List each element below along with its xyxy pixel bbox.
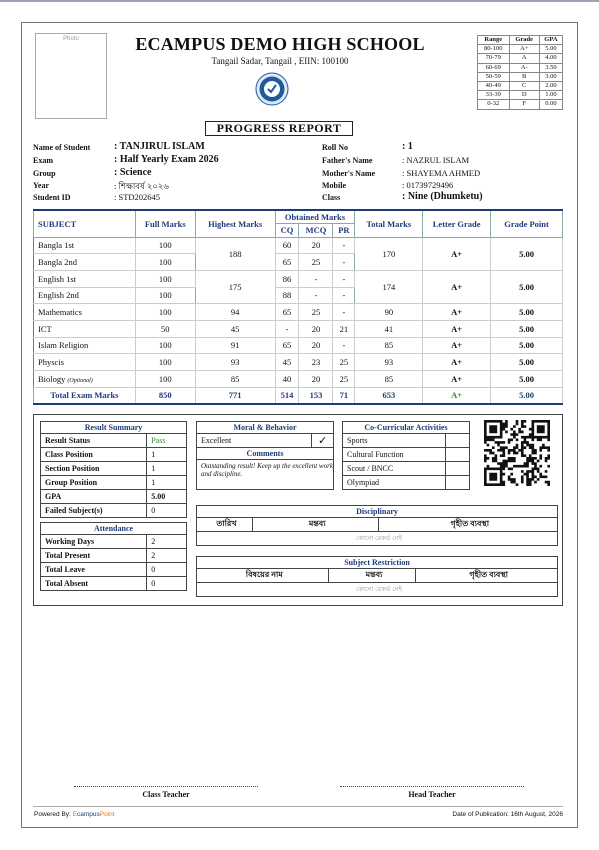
brand-point: Point (99, 811, 115, 818)
father-label: Father's Name (322, 156, 373, 165)
subject-label: English 2nd (38, 290, 79, 301)
moral-value: Excellent (197, 434, 312, 448)
highest-marks: 93 (195, 354, 275, 371)
mobile-label: Mobile (322, 181, 346, 190)
grade-scale-row (478, 63, 563, 72)
grade-scale-cell: 50-59 (478, 72, 510, 81)
subject-note: (Optional) (67, 377, 93, 384)
grade-point: 5.00 (491, 270, 563, 303)
attendance-value: 0 (147, 577, 187, 591)
col-grade-point: Grade Point (491, 210, 563, 237)
grade-scale-cell: 3.50 (539, 63, 562, 72)
roll-label: Roll No (322, 143, 348, 152)
col-letter-grade: Letter Grade (423, 210, 491, 237)
total-full: 850 (135, 387, 195, 404)
grade-scale-row (478, 91, 563, 100)
qr-code (484, 420, 550, 486)
co-curricular-table (342, 421, 470, 490)
result-summary-header (41, 422, 187, 434)
head-teacher-line (340, 786, 524, 787)
grade-scale-row (478, 81, 563, 90)
pr-marks: - (333, 287, 355, 304)
result-summary-table (40, 421, 187, 518)
col-subject: SUBJECT (34, 210, 136, 237)
grade-scale-row (478, 45, 563, 54)
grade-scale-cell: A+ (509, 45, 539, 54)
co-curricular-row (343, 448, 470, 462)
grade-scale-cell: F (509, 100, 539, 109)
mother-name: : SHAYEMA AHMED (402, 168, 481, 178)
col-mcq: MCQ (299, 223, 333, 237)
disciplinary-table (196, 505, 558, 546)
restriction-col-subject: বিষয়ের নাম (197, 569, 329, 583)
total-marks: 41 (355, 320, 423, 337)
comments-text: Outstanding result! Keep up the excellent work and discipline. (197, 460, 334, 490)
letter-grade: A+ (423, 270, 491, 303)
highest-marks: 85 (195, 371, 275, 388)
cq-marks: 65 (275, 304, 299, 321)
school-logo (255, 72, 289, 106)
pr-marks: 25 (333, 371, 355, 388)
col-total-marks: Total Marks (355, 210, 423, 237)
cq-marks: 88 (275, 287, 299, 304)
full-marks: 100 (135, 304, 195, 321)
grade-scale-header (478, 36, 563, 45)
marks-table (33, 209, 563, 405)
subject-label: Mathematics (38, 307, 82, 318)
cq-marks: 65 (275, 337, 299, 354)
comments-header (197, 448, 334, 460)
grade-point: 5.00 (491, 371, 563, 388)
grade-scale-cell: C (509, 81, 539, 90)
subject-label: Bangla 1st (38, 240, 75, 251)
check-icon: ✓ (312, 434, 334, 448)
pr-marks: - (333, 304, 355, 321)
full-marks: 100 (135, 337, 195, 354)
attendance-row (41, 535, 187, 549)
student-name-label: Name of Student (33, 143, 91, 152)
col-pr: PR (333, 223, 355, 237)
col-obtained-marks: Obtained Marks (275, 210, 355, 223)
total-marks: 170 (355, 237, 423, 270)
co-curricular-mark (446, 434, 470, 448)
mcq-marks: - (299, 287, 333, 304)
class-teacher-label: Class Teacher (142, 790, 190, 799)
co-curricular-row (343, 434, 470, 448)
subject-name (34, 337, 136, 354)
total-cq: 514 (275, 387, 299, 404)
summary-label: Result Status (41, 434, 147, 448)
summary-value: Pass (147, 434, 187, 448)
co-curricular-row (343, 476, 470, 490)
grade-scale-col: Range (478, 36, 510, 45)
disciplinary-empty: কোনো রেকর্ড নেই (197, 532, 558, 546)
mobile-value: : 01739729496 (402, 180, 454, 190)
attendance-row (41, 563, 187, 577)
attendance-label: Working Days (41, 535, 147, 549)
letter-grade: A+ (423, 371, 491, 388)
restriction-cols (197, 569, 558, 583)
pr-marks: - (333, 254, 355, 271)
mcq-marks: 23 (299, 354, 333, 371)
grade-scale-table (477, 35, 563, 110)
attendance-row (41, 577, 187, 591)
summary-value: 1 (147, 448, 187, 462)
full-marks: 100 (135, 254, 195, 271)
grade-scale-cell: B (509, 72, 539, 81)
grade-scale-row (478, 100, 563, 109)
marks-row (34, 337, 563, 354)
grade-scale-cell: 80-100 (478, 45, 510, 54)
attendance-value: 2 (147, 549, 187, 563)
restriction-header (197, 557, 558, 569)
grade-scale-cell: 70-79 (478, 54, 510, 63)
mother-label: Mother's Name (322, 169, 376, 178)
grade-scale-cell: 3.00 (539, 72, 562, 81)
letter-grade: A+ (423, 237, 491, 270)
co-curricular-mark (446, 448, 470, 462)
brand-campus: campus (77, 811, 100, 818)
grade-scale-row (478, 54, 563, 63)
total-marks: 174 (355, 270, 423, 303)
pr-marks: 21 (333, 320, 355, 337)
comments-title: Comments (197, 448, 334, 460)
summary-row (41, 462, 187, 476)
subject-label: Islam Religion (38, 340, 89, 351)
grade-scale-col: GPA (539, 36, 562, 45)
subject-name (34, 254, 136, 271)
cq-marks: 40 (275, 371, 299, 388)
grade-scale-cell: 2.00 (539, 81, 562, 90)
summary-row (41, 434, 187, 448)
letter-grade: A+ (423, 354, 491, 371)
marks-row (34, 237, 563, 254)
grade-point: 5.00 (491, 337, 563, 354)
subject-label: Physcis (38, 357, 64, 368)
attendance-value: 2 (147, 535, 187, 549)
pr-marks: 25 (333, 354, 355, 371)
total-marks: 90 (355, 304, 423, 321)
powered-by (34, 811, 115, 818)
mcq-marks: 25 (299, 304, 333, 321)
subject-label: Biology (38, 373, 66, 384)
year-value: : শিক্ষাবর্ষ ২০২৬ (114, 181, 169, 191)
full-marks: 100 (135, 354, 195, 371)
pr-marks: - (333, 237, 355, 254)
attendance-label: Total Leave (41, 563, 147, 577)
pr-marks: - (333, 270, 355, 287)
subject-name (34, 304, 136, 321)
qr-modules (484, 420, 550, 486)
brand-e: E (72, 811, 78, 818)
grade-scale-row (478, 72, 563, 81)
attendance-label: Total Absent (41, 577, 147, 591)
mcq-marks: 20 (299, 337, 333, 354)
total-marks: 85 (355, 371, 423, 388)
total-marks: 93 (355, 354, 423, 371)
roll-value: : 1 (402, 141, 413, 152)
school-address: Tangail Sadar, Tangail , EIIN: 100100 (211, 56, 349, 66)
student-id: : STD202645 (114, 192, 161, 202)
summary-label: Class Position (41, 448, 147, 462)
moral-header (197, 422, 334, 434)
col-highest-marks: Highest Marks (195, 210, 275, 237)
total-mcq: 153 (299, 387, 333, 404)
mcq-marks: 20 (299, 237, 333, 254)
group-label: Group (33, 169, 56, 178)
summary-label: Failed Subject(s) (41, 504, 147, 518)
marks-row (34, 354, 563, 371)
total-marks: 85 (355, 337, 423, 354)
attendance-header (41, 523, 187, 535)
student-photo (35, 33, 107, 119)
letter-grade: A+ (423, 337, 491, 354)
full-marks: 100 (135, 237, 195, 254)
col-full-marks: Full Marks (135, 210, 195, 237)
powered-label: Powered By: (34, 811, 73, 818)
highest-marks: 175 (195, 270, 275, 303)
pr-marks: - (333, 337, 355, 354)
subject-name (34, 354, 136, 371)
marks-row (34, 371, 563, 388)
grade-scale-cell: 40-49 (478, 81, 510, 90)
footer-rule (33, 806, 563, 807)
disciplinary-col-date: তারিখ (197, 518, 253, 532)
disciplinary-title: Disciplinary (197, 506, 558, 518)
co-curricular-header (343, 422, 470, 434)
summary-value: 1 (147, 476, 187, 490)
highest-marks: 94 (195, 304, 275, 321)
full-marks: 100 (135, 270, 195, 287)
top-rule (0, 0, 599, 2)
subject-name (34, 371, 136, 388)
grade-point: 5.00 (491, 237, 563, 270)
cq-marks: 65 (275, 254, 299, 271)
mcq-marks: - (299, 270, 333, 287)
disciplinary-header (197, 506, 558, 518)
grade-point: 5.00 (491, 354, 563, 371)
col-cq: CQ (275, 223, 299, 237)
co-curricular-item: Cultural Function (343, 448, 446, 462)
co-curricular-mark (446, 462, 470, 476)
marks-row (34, 270, 563, 287)
co-curricular-item: Sports (343, 434, 446, 448)
total-point: 5.00 (491, 387, 563, 404)
restriction-col-remark: মন্তব্য (328, 569, 416, 583)
disciplinary-empty-row (197, 532, 558, 546)
grade-scale-col: Grade (509, 36, 539, 45)
grade-scale-cell: 4.00 (539, 54, 562, 63)
co-curricular-title: Co-Curricular Activities (343, 422, 470, 434)
exam-name: : Half Yearly Exam 2026 (114, 154, 219, 165)
summary-row (41, 490, 187, 504)
report-title: PROGRESS REPORT (205, 121, 353, 136)
moral-row (197, 434, 334, 448)
total-pr: 71 (333, 387, 355, 404)
letter-grade: A+ (423, 304, 491, 321)
total-label: Total Exam Marks (34, 387, 136, 404)
letter-grade: A+ (423, 320, 491, 337)
exam-label: Exam (33, 156, 53, 165)
summary-value: 1 (147, 462, 187, 476)
mcq-marks: 20 (299, 320, 333, 337)
grade-scale-cell: 0.00 (539, 100, 562, 109)
moral-table (196, 421, 334, 490)
student-id-label: Student ID (33, 193, 71, 202)
grade-scale-cell: A- (509, 63, 539, 72)
summary-value: 5.00 (147, 490, 187, 504)
cq-marks: 60 (275, 237, 299, 254)
result-summary-title: Result Summary (41, 422, 187, 434)
grade-scale-cell: 33-39 (478, 91, 510, 100)
subject-name (34, 287, 136, 304)
restriction-col-action: গৃহীত ব্যবস্থা (416, 569, 558, 583)
restriction-title: Subject Restriction (197, 557, 558, 569)
total-letter: A+ (423, 387, 491, 404)
subject-label: ICT (38, 323, 52, 334)
father-name: : NAZRUL ISLAM (402, 155, 470, 165)
disciplinary-cols (197, 518, 558, 532)
highest-marks: 45 (195, 320, 275, 337)
total-total: 653 (355, 387, 423, 404)
attendance-table (40, 522, 187, 591)
grade-scale-cell: D (509, 91, 539, 100)
restriction-empty: কোনো রেকর্ড নেই (197, 583, 558, 597)
marks-row (34, 304, 563, 321)
class-value: : Nine (Dhumketu) (402, 191, 483, 202)
marks-row (34, 320, 563, 337)
cq-marks: 45 (275, 354, 299, 371)
group-value: : Science (114, 167, 152, 178)
marks-header-row (34, 210, 563, 223)
summary-row (41, 504, 187, 518)
student-name: : TANJIRUL ISLAM (114, 141, 205, 152)
restriction-empty-row (197, 583, 558, 597)
mcq-marks: 20 (299, 371, 333, 388)
class-label: Class (322, 193, 341, 202)
grade-scale-cell: A (509, 54, 539, 63)
summary-value: 0 (147, 504, 187, 518)
summary-label: GPA (41, 490, 147, 504)
cq-marks: - (275, 320, 299, 337)
co-curricular-mark (446, 476, 470, 490)
highest-marks: 188 (195, 237, 275, 270)
mcq-marks: 25 (299, 254, 333, 271)
grade-scale-cell: 60-69 (478, 63, 510, 72)
co-curricular-item: Olympiad (343, 476, 446, 490)
attendance-value: 0 (147, 563, 187, 577)
cq-marks: 86 (275, 270, 299, 287)
class-teacher-line (74, 786, 258, 787)
subject-name (34, 270, 136, 287)
summary-label: Section Position (41, 462, 147, 476)
school-name: ECAMPUS DEMO HIGH SCHOOL (135, 34, 425, 54)
subject-label: English 1st (38, 273, 77, 284)
year-label: Year (33, 181, 49, 190)
summary-row (41, 476, 187, 490)
grade-point: 5.00 (491, 320, 563, 337)
subject-restriction-table (196, 556, 558, 597)
moral-title: Moral & Behavior (197, 422, 334, 434)
comments-row (197, 460, 334, 490)
subject-label: Bangla 2nd (38, 257, 77, 268)
grade-scale-cell: 0-32 (478, 100, 510, 109)
subject-name (34, 237, 136, 254)
disciplinary-col-action: গৃহীত ব্যবস্থা (378, 518, 557, 532)
marks-total-row (34, 387, 563, 404)
subject-name (34, 320, 136, 337)
grade-point: 5.00 (491, 304, 563, 321)
grade-scale-cell: 5.00 (539, 45, 562, 54)
head-teacher-label: Head Teacher (408, 790, 456, 799)
full-marks: 50 (135, 320, 195, 337)
attendance-row (41, 549, 187, 563)
photo-label: Photo (63, 36, 79, 42)
total-highest: 771 (195, 387, 275, 404)
grade-scale-cell: 1.00 (539, 91, 562, 100)
disciplinary-col-remark: মন্তব্য (252, 518, 378, 532)
attendance-title: Attendance (41, 523, 187, 535)
full-marks: 100 (135, 371, 195, 388)
summary-row (41, 448, 187, 462)
summary-label: Group Position (41, 476, 147, 490)
highest-marks: 91 (195, 337, 275, 354)
co-curricular-row (343, 462, 470, 476)
attendance-label: Total Present (41, 549, 147, 563)
publication-date: Date of Publication: 16th August, 2026 (452, 811, 563, 818)
co-curricular-item: Scout / BNCC (343, 462, 446, 476)
full-marks: 100 (135, 287, 195, 304)
